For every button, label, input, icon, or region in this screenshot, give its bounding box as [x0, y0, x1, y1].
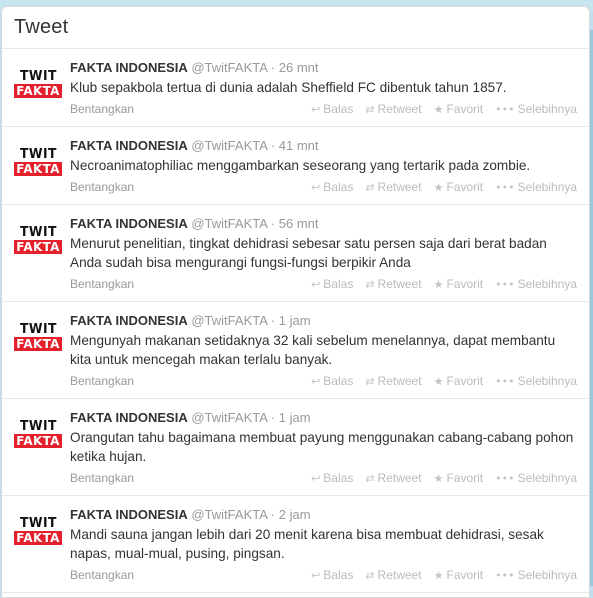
tweet-meta [70, 137, 577, 155]
favorite-button[interactable] [434, 471, 484, 485]
star-icon: ★ [433, 568, 444, 582]
favorite-label: Favorit [446, 471, 484, 485]
star-icon: ★ [433, 277, 444, 291]
reply-label: Balas [323, 471, 354, 485]
reply-icon: ↩ [311, 102, 321, 116]
tweet-timestamp[interactable]: 1 jam [278, 313, 311, 328]
tweet-text: Mandi sauna jangan lebih dari 20 menit karena bisa membuat dehidrasi, sesak napas, mual-mual, pusing, pingsan. [70, 527, 544, 561]
favorite-button[interactable] [434, 374, 484, 388]
reply-button[interactable] [311, 277, 353, 291]
star-icon: ★ [433, 102, 444, 116]
tweet-meta [70, 59, 577, 77]
avatar-text-line2: FAKTA [16, 84, 60, 98]
favorite-label: Favorit [446, 277, 484, 291]
tweet-text: Klub sepakbola tertua di dunia adalah Sheffield FC dibentuk tahun 1857. [70, 80, 507, 95]
avatar[interactable] [14, 221, 62, 259]
more-label: Selebihnya [517, 180, 577, 194]
tweet-actions [311, 471, 577, 485]
avatar-text-line2: FAKTA [16, 434, 60, 448]
avatar-text-line1: TWIT [19, 69, 57, 84]
retweet-label: Retweet [377, 102, 422, 116]
reply-button[interactable] [311, 471, 353, 485]
tweet-footer [70, 372, 577, 390]
more-button[interactable] [495, 374, 577, 388]
star-icon: ★ [433, 374, 444, 388]
avatar-text-line2: FAKTA [16, 337, 60, 351]
expand-link[interactable]: Bentangkan [70, 471, 135, 485]
favorite-label: Favorit [446, 374, 484, 388]
tweet-meta [70, 506, 577, 524]
avatar-text-line1: TWIT [19, 419, 57, 434]
expand-link[interactable]: Bentangkan [70, 102, 135, 116]
reply-button[interactable] [311, 102, 353, 116]
reply-icon: ↩ [311, 277, 321, 291]
more-button[interactable] [495, 471, 577, 485]
reply-label: Balas [323, 277, 354, 291]
reply-label: Balas [323, 374, 354, 388]
favorite-label: Favorit [446, 102, 484, 116]
meta-separator: · [270, 507, 276, 522]
avatar-text-line2: FAKTA [16, 162, 60, 176]
more-dots-icon: ••• [495, 374, 515, 388]
more-label: Selebihnya [517, 277, 577, 291]
more-dots-icon: ••• [495, 277, 515, 291]
tweet-footer [70, 275, 577, 293]
reply-icon: ↩ [311, 374, 321, 388]
more-button[interactable] [495, 180, 577, 194]
tweet-text: Orangutan tahu bagaimana membuat payung menggunakan cabang-cabang pohon ketika hujan. [70, 430, 574, 464]
tweet-timestamp[interactable]: 2 jam [278, 507, 311, 522]
more-label: Selebihnya [517, 374, 577, 388]
avatar[interactable] [14, 512, 62, 550]
tweet-timestamp[interactable]: 1 jam [278, 410, 311, 425]
tweet-meta [70, 312, 577, 330]
meta-separator: · [270, 60, 276, 75]
tweet-text: Necroanimatophiliac menggambarkan seseorang yang tertarik pada zombie. [70, 158, 531, 173]
tweet-timestamp[interactable]: 56 mnt [278, 216, 319, 231]
tweet-footer [70, 566, 577, 584]
tweet-actions [311, 374, 577, 388]
tweet-footer [70, 100, 577, 118]
tweet-meta [70, 409, 577, 427]
retweet-icon: ⇄ [365, 277, 375, 291]
avatar-text-line1: TWIT [19, 225, 57, 240]
tweet-footer [70, 469, 577, 487]
retweet-button[interactable] [365, 102, 421, 116]
reply-label: Balas [323, 568, 354, 582]
favorite-button[interactable] [434, 102, 484, 116]
tweet-item[interactable] [2, 399, 589, 496]
retweet-button[interactable] [365, 568, 421, 582]
retweet-label: Retweet [377, 568, 422, 582]
retweet-button[interactable] [365, 277, 421, 291]
avatar-text-line2: FAKTA [16, 240, 60, 254]
favorite-button[interactable] [434, 277, 484, 291]
avatar[interactable] [14, 65, 62, 103]
tweet-author-handle[interactable]: @TwitFAKTA [191, 410, 268, 425]
retweet-button[interactable] [365, 471, 421, 485]
avatar[interactable] [14, 143, 62, 181]
tweet-actions [311, 568, 577, 582]
retweet-icon: ⇄ [365, 374, 375, 388]
tweet-author-name[interactable]: FAKTA INDONESIA [70, 410, 188, 425]
tweet-author-handle[interactable]: @TwitFAKTA [191, 138, 268, 153]
panel-header [2, 7, 589, 49]
avatar-text-line1: TWIT [19, 516, 57, 531]
avatar-text-line1: TWIT [19, 322, 57, 337]
expand-link[interactable]: Bentangkan [70, 568, 135, 582]
tweet-author-name[interactable]: FAKTA INDONESIA [70, 138, 188, 153]
tweet-actions [311, 277, 577, 291]
reply-icon: ↩ [311, 471, 321, 485]
tweet-text: Menurut penelitian, tingkat dehidrasi sebesar satu persen saja dari berat badan Anda sudah bisa mengurangi fungsi-fungsi berpikir Anda [70, 236, 547, 270]
reply-button[interactable] [311, 568, 353, 582]
tweet-author-name[interactable]: FAKTA INDONESIA [70, 507, 188, 522]
avatar-text-line2: FAKTA [16, 531, 60, 545]
tweet-item[interactable] [2, 302, 589, 399]
tweet-author-name[interactable]: FAKTA INDONESIA [70, 60, 188, 75]
more-dots-icon: ••• [495, 568, 515, 582]
meta-separator: · [270, 313, 276, 328]
retweet-button[interactable] [365, 374, 421, 388]
avatar-text-line1: TWIT [19, 147, 57, 162]
star-icon: ★ [433, 180, 444, 194]
tweet-item[interactable] [2, 127, 589, 205]
meta-separator: · [270, 216, 276, 231]
meta-separator: · [270, 410, 276, 425]
retweet-icon: ⇄ [365, 471, 375, 485]
tweet-actions [311, 180, 577, 194]
expand-link[interactable]: Bentangkan [70, 277, 135, 291]
more-label: Selebihnya [517, 102, 577, 116]
more-label: Selebihnya [517, 568, 577, 582]
avatar[interactable] [14, 415, 62, 453]
reply-icon: ↩ [311, 180, 321, 194]
retweet-label: Retweet [377, 471, 422, 485]
tweet-timestamp[interactable]: 41 mnt [278, 138, 319, 153]
retweet-label: Retweet [377, 277, 422, 291]
tweet-footer [70, 178, 577, 196]
avatar[interactable] [14, 318, 62, 356]
star-icon: ★ [433, 471, 444, 485]
meta-separator: · [270, 138, 276, 153]
retweet-label: Retweet [377, 374, 422, 388]
favorite-button[interactable] [434, 568, 484, 582]
more-dots-icon: ••• [495, 102, 515, 116]
tweet-actions [311, 102, 577, 116]
tweet-item[interactable] [2, 205, 589, 302]
retweet-label: Retweet [377, 180, 422, 194]
reply-button[interactable] [311, 374, 353, 388]
tweet-author-name[interactable]: FAKTA INDONESIA [70, 313, 188, 328]
tweet-meta [70, 215, 577, 233]
panel-title: Tweet [14, 16, 69, 38]
tweet-item[interactable] [2, 496, 589, 593]
more-dots-icon: ••• [495, 180, 515, 194]
reply-button[interactable] [311, 180, 353, 194]
tweet-author-name[interactable]: FAKTA INDONESIA [70, 216, 188, 231]
tweet-author-handle[interactable]: @TwitFAKTA [191, 313, 268, 328]
more-dots-icon: ••• [495, 471, 515, 485]
favorite-label: Favorit [446, 180, 484, 194]
more-button[interactable] [495, 102, 577, 116]
reply-label: Balas [323, 102, 354, 116]
tweet-list [2, 49, 589, 593]
expand-link[interactable]: Bentangkan [70, 180, 135, 194]
expand-link[interactable]: Bentangkan [70, 374, 135, 388]
tweet-text: Mengunyah makanan setidaknya 32 kali sebelum menelannya, dapat membantu kita untuk mencegah makan terlalu banyak. [70, 333, 556, 367]
favorite-label: Favorit [446, 568, 484, 582]
more-label: Selebihnya [517, 471, 577, 485]
tweet-author-handle[interactable]: @TwitFAKTA [191, 216, 268, 231]
more-button[interactable] [495, 277, 577, 291]
retweet-icon: ⇄ [365, 180, 375, 194]
tweets-panel [1, 6, 590, 598]
favorite-button[interactable] [434, 180, 484, 194]
retweet-icon: ⇄ [365, 102, 375, 116]
more-button[interactable] [495, 568, 577, 582]
retweet-button[interactable] [365, 180, 421, 194]
reply-icon: ↩ [311, 568, 321, 582]
reply-label: Balas [323, 180, 354, 194]
tweet-item[interactable] [2, 49, 589, 127]
retweet-icon: ⇄ [365, 568, 375, 582]
tweet-author-handle[interactable]: @TwitFAKTA [191, 60, 268, 75]
tweet-author-handle[interactable]: @TwitFAKTA [191, 507, 268, 522]
tweet-timestamp[interactable]: 26 mnt [278, 60, 319, 75]
